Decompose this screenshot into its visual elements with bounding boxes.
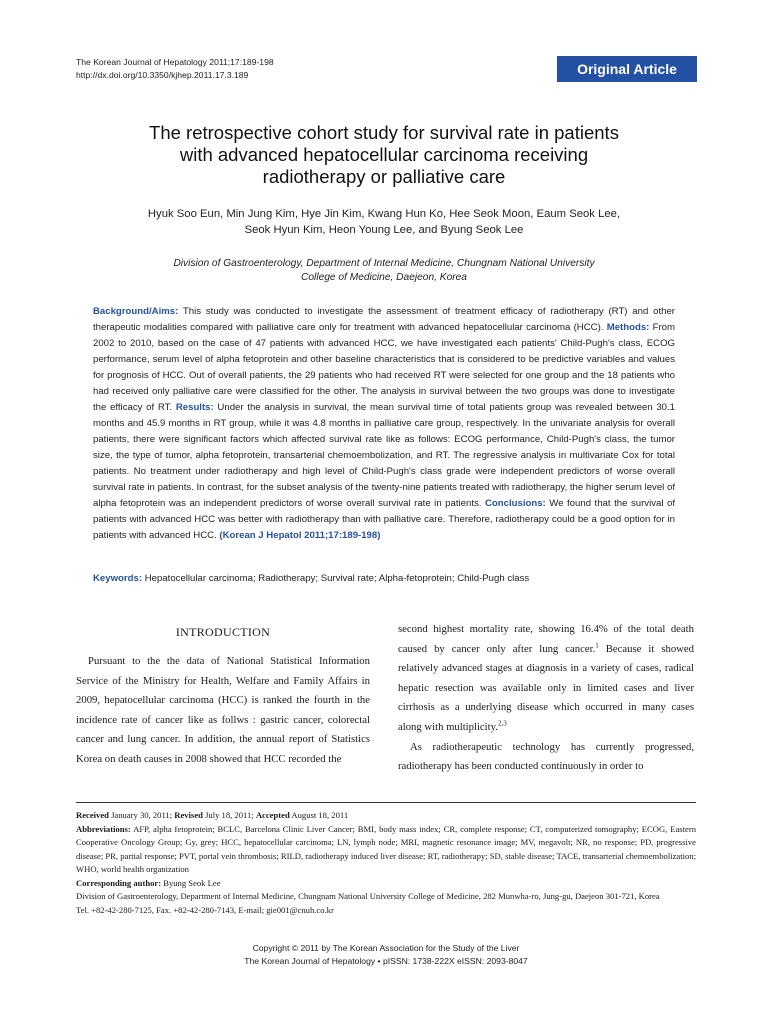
title-line: The retrospective cohort study for survival rate in patients — [149, 122, 619, 143]
background-text: This study was conducted to investigate the assessment of treatment efficacy of radiotherapy (RT) and other therapeutic modalities compared with palliative care only for treatment with advanced hepatocellular carcinoma (HCC). — [93, 306, 675, 333]
conclusions-text: We found that the survival of patients with advanced HCC was better with radiotherapy than with palliative care. Therefore, radiotherapy could be a good option for in patients with advanced HCC. — [93, 498, 675, 541]
revised-label: Revised — [174, 810, 203, 820]
abbreviations-label: Abbreviations: — [76, 823, 131, 834]
affiliation-line: College of Medicine, Daejeon, Korea — [301, 272, 467, 283]
corresponding-address: Division of Gastroenterology, Department of Internal Medicine, Chungnam National University College of Medicine, 282 Munwha-ro, Jung-gu, Daejeon 301-721, Korea — [76, 891, 660, 901]
body-paragraph: Pursuant to the the data of National Statistical Information Service of the Ministry for Health, Welfare and Family Affairs in 2009, hepatocellular carcinoma (HCC) is ranked the fourth in the incidence rate of cancer like as follws : gastric cancer, colorectal cancer and lung cancer. In addition, the annual report of Statistics Korea on death causes in 2008 showed that HCC recorded the — [76, 655, 370, 765]
corresponding-label: Corresponding author: — [76, 877, 162, 888]
body-column-right — [398, 620, 694, 777]
keywords-text: Hepatocellular carcinoma; Radiotherapy; Survival rate; Alpha-fetoprotein; Child-Pugh class — [142, 573, 530, 584]
author-list — [60, 206, 708, 238]
body-column-left — [76, 620, 370, 770]
methods-text: From 2002 to 2010, based on the case of 47 patients with advanced HCC, we have investigated each patients' Child-Pugh's class, ECOG performance, serum level of alpha fetoprotein and other baseline characteristics that is considered to be predictive variables and values for prognosis of HCC. Out of overall patients, the 29 patients who had received RT were selected for one group and the 18 patients who had received only palliative care were classified for the other. The analysis in survival between the two groups was done to investigate the efficacy of RT. — [93, 322, 675, 413]
issn-line: The Korean Journal of Hepatology • pISSN: 1738-222X eISSN: 2093-8047 — [244, 956, 528, 966]
paragraph-text: second highest mortality rate, showing 16.4% of the total death caused by cancer only after lung cancer. — [398, 623, 694, 655]
footnote-divider — [76, 802, 696, 803]
results-text: Under the analysis in survival, the mean survival time of total patients group was revealed between 30.1 months and 45.9 months in RT group, while it was 4.8 months in palliative care group, respectively. In the univariate analysis for overall patients, there were significant factors which affected survival rate like as follows: ECOG performance, Child-Pugh's class, the tumor size, the type of tumor, alpha fetoprotein, transarterial chemoembolization, and RT. The regressive analysis in multivariate Cox for total patients. No treatment under radiotherapy and high level of Child-Pugh's class grade were independent predictors of worse overall survival rate in patients. In contrast, for the subset analysis of the twenty-nine patients treated with radiotherapy, the higher serum level of alpha fetoprotein was an independent predictors of worse overall survival rate in patients. — [93, 402, 675, 509]
abstract-citation: (Korean J Hepatol 2011;17:189-198) — [219, 530, 381, 541]
reference-superscript[interactable]: 1 — [595, 641, 599, 650]
copyright-block — [76, 942, 696, 968]
title-line: with advanced hepatocellular carcinoma receiving — [179, 144, 589, 165]
paragraph-text: Because it showed relatively advanced stages at diagnosis in a variety of cases, radical hepatic resection was available only in limited cases and liver cirrhosis as a underlying disease which occurred in many cases along with multiplicity. — [398, 642, 694, 733]
received-label: Received — [76, 810, 109, 820]
keywords-label: Keywords: — [93, 573, 143, 584]
abbreviations-text: AFP, alpha fetoprotein; BCLC, Barcelona Clinic Liver Cancer; BMI, body mass index; CR, complete response; CT, computerized tomography; ECOG, Eastern Cooperative Oncology Group; Gy, grey; HCC, hepatocellular carcinoma; LN, lymph node; MRI, magnetic resonance image; MV, megavolt; NR, no response; PD, progressive disease; PR, partial response; PVT, portal vein thrombosis; RILD, radiotherapy induced liver disease; RT, radiotherapy; SD, stable disease; TACE, transarterial chemoembolization; WHO, world health organization — [76, 823, 696, 874]
article-title — [60, 122, 708, 188]
doi-link[interactable]: http://dx.doi.org/10.3350/kjhep.2011.17.3.189 — [76, 70, 249, 80]
revised-date: July 18, 2011; — [202, 810, 256, 820]
affiliation — [60, 257, 708, 285]
authors-line: Seok Hyun Kim, Heon Young Lee, and Byung Seok Lee — [244, 224, 524, 236]
article-type-badge: Original Article — [557, 56, 697, 82]
background-label: Background/Aims: — [93, 306, 179, 317]
methods-label: Methods: — [606, 322, 650, 333]
authors-line: Hyuk Soo Eun, Min Jung Kim, Hye Jin Kim, Kwang Hun Ko, Hee Seok Moon, Eaum Seok Lee, — [147, 208, 621, 220]
dates-line — [76, 809, 696, 823]
corresponding-contact: Tel. +82-42-280-7125, Fax. +82-42-280-7143, E-mail; gie001@cnuh.co.kr — [76, 904, 334, 915]
results-label: Results: — [175, 402, 214, 413]
conclusions-label: Conclusions: — [484, 498, 546, 509]
body-paragraph — [398, 620, 694, 738]
received-date: January 30, 2011; — [108, 810, 175, 820]
introduction-heading: INTRODUCTION — [175, 625, 271, 639]
keywords — [93, 572, 675, 586]
accepted-label: Accepted — [255, 810, 290, 820]
reference-superscript[interactable]: 2,3 — [497, 719, 507, 728]
accepted-date: August 18, 2011 — [289, 810, 349, 820]
abbreviations — [76, 823, 696, 877]
affiliation-line: Division of Gastroenterology, Department of Internal Medicine, Chungnam National University — [173, 258, 595, 269]
title-line: radiotherapy or palliative care — [262, 166, 506, 187]
corresponding-author — [76, 877, 696, 891]
copyright-line: Copyright © 2011 by The Korean Association for the Study of the Liver — [252, 943, 520, 953]
journal-citation: The Korean Journal of Hepatology 2011;17:189-198 — [76, 57, 274, 67]
body-paragraph: As radiotherapeutic technology has currently progressed, radiotherapy has been conducted continuously in order to — [398, 740, 694, 773]
abstract — [93, 304, 675, 544]
corresponding-name: Byung Seok Lee — [161, 877, 221, 888]
footnotes — [76, 809, 696, 917]
